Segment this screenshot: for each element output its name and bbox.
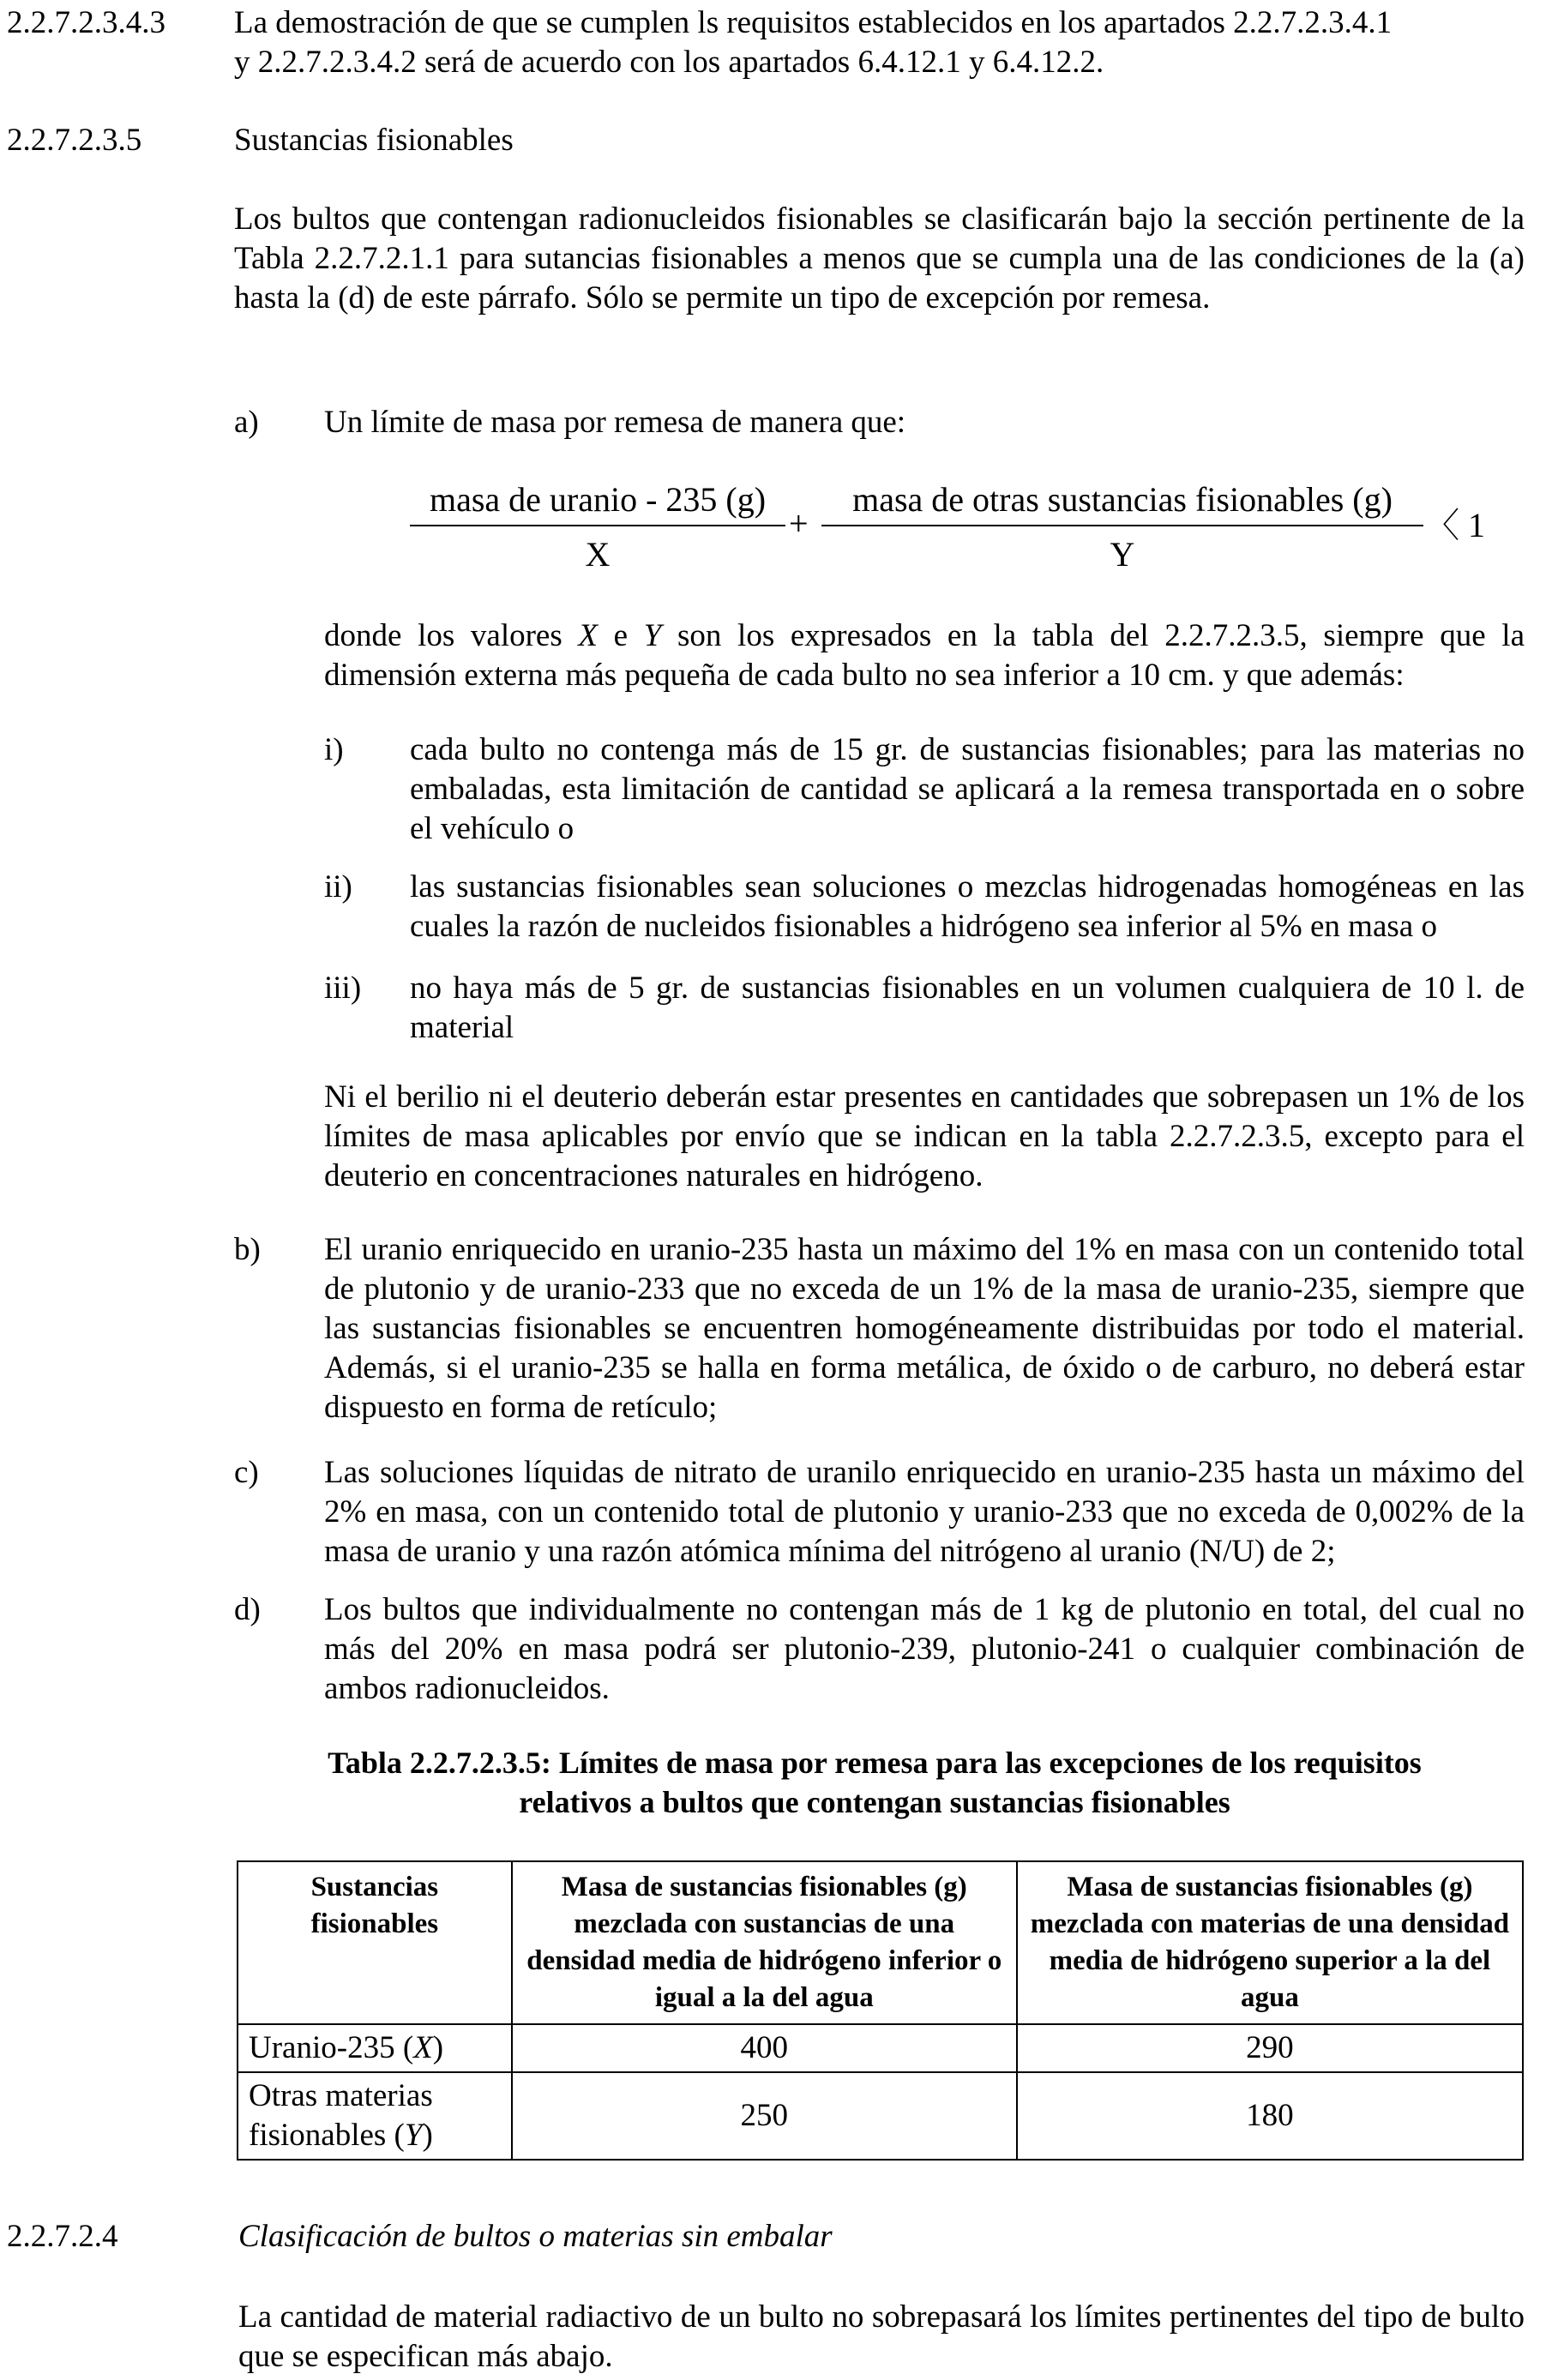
subitem-text: las sustancias fisionables sean soluciones o mezclas hidrogenadas homogéneas en las cuales la razón de nucleidos fisionables a hidrógeno sea inferior al 5% en masa o — [410, 869, 1525, 944]
variable-y: Y — [643, 618, 662, 653]
paragraph-line: y 2.2.7.2.3.4.2 será de acuerdo con los apartados 6.4.12.1 y 6.4.12.2. — [234, 45, 1104, 80]
variable-x: X — [578, 618, 599, 653]
row-variable: X — [413, 2030, 433, 2065]
where-text: e — [598, 618, 644, 653]
subitem-text: no haya más de 5 gr. de sustancias fisionables en un volumen cualquiera de 10 l. de material — [410, 971, 1525, 1045]
subitem-label: ii) — [324, 869, 352, 905]
table-cell: 400 — [512, 2024, 1017, 2072]
where-paragraph — [324, 616, 1525, 695]
table-row — [238, 2072, 1523, 2160]
paragraph — [234, 3, 1525, 82]
formula-denominator-2: Y — [1110, 535, 1135, 574]
item-label: d) — [234, 1592, 261, 1627]
mass-limits-table — [237, 1860, 1524, 2161]
table-cell: 250 — [512, 2072, 1017, 2160]
item-label: b) — [234, 1232, 261, 1267]
section-heading: Clasificación de bultos o materias sin embalar — [238, 2219, 833, 2254]
intro-paragraph: Los bultos que contengan radionucleidos fisionables se clasificarán bajo la sección pertinente de la Tabla 2.2.7.2.1.1 para sutancias fisionables a menos que se cumpla una de las condiciones de la (a) hasta la (d) de este párrafo. Sólo se permite un tipo de excepción por remesa. — [234, 201, 1525, 316]
formula-numerator-2: masa de otras sustancias fisionables (g) — [852, 480, 1393, 519]
row-label: Uranio-235 ( — [249, 2030, 414, 2065]
item-text: Las soluciones líquidas de nitrato de uranilo enriquecido en uranio-235 hasta un máximo del 2% en masa, con un contenido total de plutonio y uranio-233 que no exceda de 0,002% de la masa de uranio y una razón atómica mínima del nitrógeno al uranio (N/U) de 2; — [324, 1455, 1525, 1569]
table-cell: 180 — [1017, 2072, 1523, 2160]
fraction-bar — [410, 525, 785, 526]
where-text: donde los valores — [324, 618, 579, 653]
paragraph-line: La demostración de que se cumplen ls requisitos establecidos en los apartados 2.2.7.2.3.4.1 — [234, 5, 1393, 40]
table-cell — [238, 2024, 512, 2072]
table-header: Masa de sustancias fisionables (g) mezclada con sustancias de una densidad media de hidrógeno inferior o igual a la del agua — [512, 1861, 1017, 2024]
row-variable: Y — [404, 2118, 423, 2153]
table-caption-line: relativos a bultos que contengan sustancias fisionables — [519, 1785, 1230, 1819]
table-caption-line: Tabla 2.2.7.2.3.5: Límites de masa por remesa para las excepciones de los requisitos — [328, 1746, 1422, 1780]
section-number: 2.2.7.2.3.5 — [7, 123, 142, 158]
subitem-label: iii) — [324, 971, 362, 1006]
paragraph: La cantidad de material radiactivo de un bulto no sobrepasará los límites pertinentes del tipo de bulto que se especifican más abajo. — [238, 2299, 1525, 2374]
subitem-label: i) — [324, 732, 344, 767]
formula-denominator-1: X — [585, 535, 611, 574]
row-label-close: ) — [432, 2030, 444, 2065]
table-header-row — [238, 1861, 1523, 2024]
table-cell: 290 — [1017, 2024, 1523, 2072]
table-header: Sustancias fisionables — [238, 1861, 512, 2024]
formula-numerator-1: masa de uranio - 235 (g) — [429, 480, 767, 519]
fraction-bar — [821, 525, 1423, 526]
subitem-text: cada bulto no contenga más de 15 gr. de sustancias fisionables; para las materias no embaladas, esta limitación de cantidad se aplicará a la remesa transportada en o sobre el vehículo o — [410, 732, 1525, 846]
item-label: a) — [234, 405, 259, 440]
section-number: 2.2.7.2.4 — [7, 2219, 118, 2254]
formula-relation: 〈 1 — [1425, 506, 1485, 544]
table-cell — [238, 2072, 512, 2160]
item-label: c) — [234, 1455, 259, 1490]
item-text: Un límite de masa por remesa de manera que: — [324, 405, 906, 440]
section-number: 2.2.7.2.3.4.3 — [7, 5, 165, 40]
where-text: son los expresados en la tabla del 2.2.7.2.3.5, siempre que la dimensión externa más pequeña de cada bulto no sea inferior a 10 cm. y que además: — [324, 618, 1525, 693]
note-paragraph: Ni el berilio ni el deuterio deberán estar presentes en cantidades que sobrepasen un 1% de los límites de masa aplicables por envío que se indican en la tabla 2.2.7.2.3.5, excepto para el deuterio en concentraciones naturales en hidrógeno. — [324, 1079, 1525, 1193]
item-text: Los bultos que individualmente no contengan más de 1 kg de plutonio en total, del cual no más del 20% en masa podrá ser plutonio-239, plutonio-241 o cualquier combinación de ambos radionucleidos. — [324, 1592, 1525, 1706]
formula-plus: + — [789, 504, 809, 543]
item-text: El uranio enriquecido en uranio-235 hasta un máximo del 1% en masa con un contenido total de plutonio y de uranio-233 que no exceda de un 1% de la masa de uranio-235, siempre que las sustancias fisionables se encuentren homogéneamente distribuidas por todo el material. Además, si el uranio-235 se halla en forma metálica, de óxido o de carburo, no deberá estar dispuesto en forma de retículo; — [324, 1232, 1525, 1425]
row-label: Otras materias fisionables ( — [249, 2078, 433, 2153]
table-caption — [171, 1743, 1558, 1822]
table-header: Masa de sustancias fisionables (g) mezclada con materias de una densidad media de hidrógeno superior a la del agua — [1017, 1861, 1523, 2024]
row-label-close: ) — [422, 2118, 433, 2153]
table-row — [238, 2024, 1523, 2072]
section-heading: Sustancias fisionables — [234, 123, 514, 158]
